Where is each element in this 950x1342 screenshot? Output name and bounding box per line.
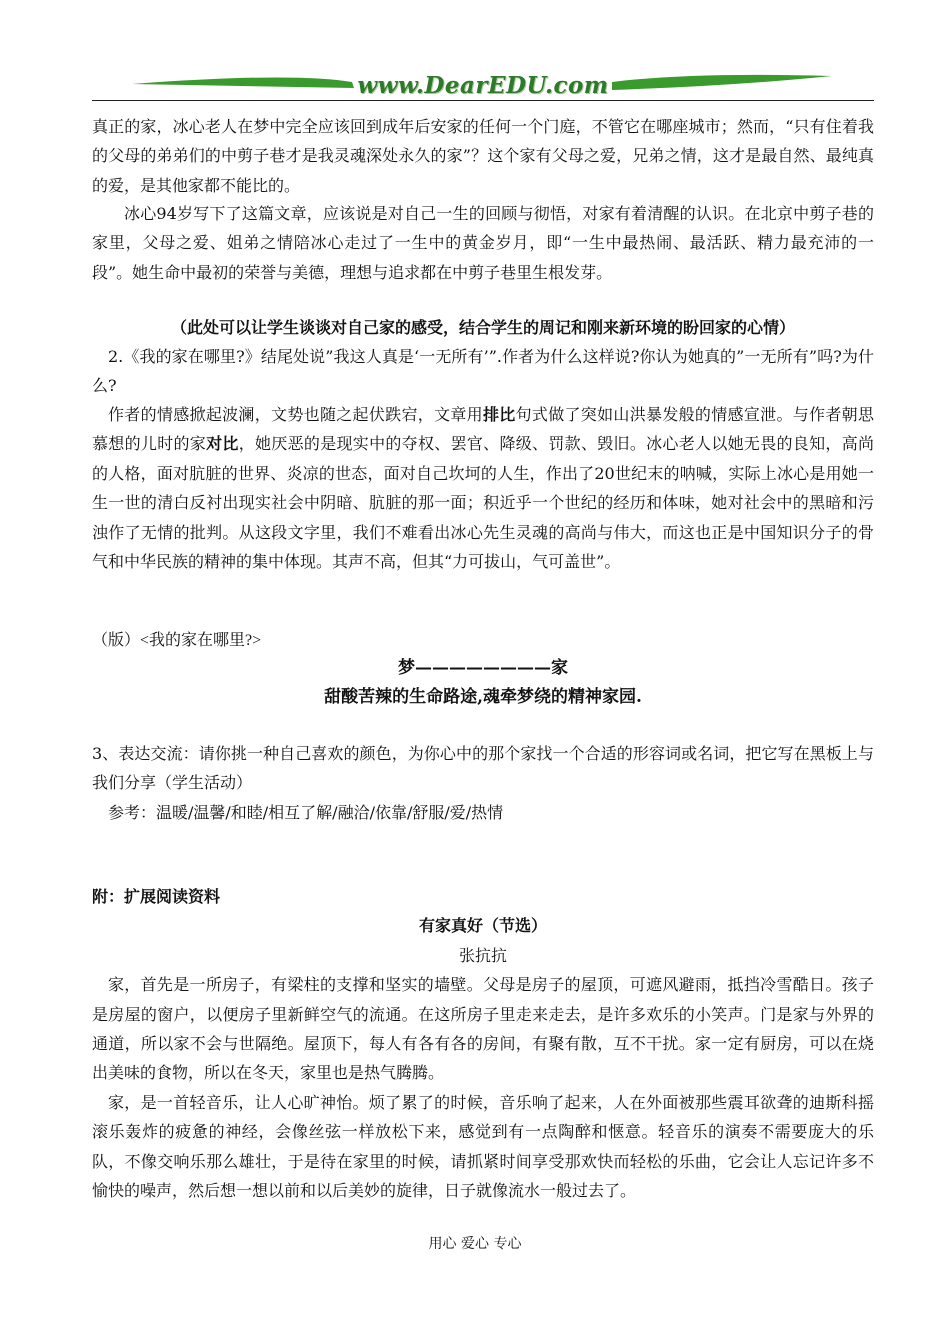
paragraph-2-block: [92, 199, 874, 287]
reading-author: 张抗抗: [458, 945, 507, 965]
paragraph-1: 真正的家，冰心老人在梦中完全应该回到成年后安家的任何一个门庭，不管它在哪座城市；然而，“只有住着我的父母的弟弟们的中剪子巷才是我灵魂深处永久的家”？这个家有父母之爱，兄弟之情，这才是最自然、最纯真的爱，是其他家都不能比的。: [92, 117, 874, 195]
site-url[interactable]: www.DearEDU.com: [357, 72, 609, 99]
blackboard-label: （版）<我的家在哪里?>: [92, 632, 262, 649]
paragraph-1-block: [92, 112, 874, 200]
appendix-block: [92, 882, 874, 1205]
reading-paragraph-2: 家，是一首轻音乐，让人心旷神怡。烦了累了的时候，音乐响了起来，人在外面被那些震耳欲聋的迪斯科摇滚乐轰炸的疲惫的神经，会像丝弦一样放松下来，感觉到有一点陶醉和惬意。轻音乐的演奏不需要庞大的乐队，不像交响乐那么雄壮，于是待在家里的时候，请抓紧时间享受那欢快而轻松的乐曲，它会让人忘记许多不愉快的噪声，然后想一想以前和以后美妙的旋律，日子就像流水一般过去了。: [92, 1092, 874, 1201]
reading-title: 有家真好（节选）: [418, 916, 547, 936]
answer-paragraph: [92, 400, 874, 576]
teacher-note-block: [92, 313, 874, 342]
answer-text-3: ，她厌恶的是现实中的夺权、罢官、降级、罚款、毁旧。冰心老人以她无畏的良知，高尚的人格，面对肮脏的世界、炎凉的世态，面对自己坎坷的人生，作出了20世纪末的呐喊，实际上冰心是用她一生一世的清白反衬出现实社会中阴暗、肮脏的那一面；积近乎一个世纪的经历和体味，她对社会中的黑暗和污浊作了无情的批判。从这段文字里，我们不难看出冰心先生灵魂的高尚与伟大，而这也正是中国知识分子的骨气和中华民族的精神的集中体现。其声不高，但其“力可拔山，气可盖世”。: [92, 434, 874, 572]
header-rule: [92, 100, 874, 101]
question-2: 2.《我的家在哪里?》结尾处说”我这人真是‘一无所有’”.作者为什么这样说?你认为她真的”一无所有”吗?为什么?: [92, 347, 874, 396]
paragraph-2: 冰心94岁写下了这篇文章，应该说是对自己一生的回顾与彻悟，对家有着清醒的认识。在北京中剪子巷的家里，父母之爱、姐弟之情陪冰心走过了一生中的黄金岁月，即“一生中最热闹、最活跃、精力最充沛的一段”。她生命中最初的荣誉与美德，理想与追求都在中剪子巷里生根发芽。: [92, 204, 874, 282]
blackboard-line-1: 梦————————家: [398, 658, 568, 678]
question-3-block: [92, 739, 874, 827]
reading-paragraph-1: 家，首先是一所房子，有梁柱的支撑和坚实的墙壁。父母是房子的屋顶，可遮风避雨，抵挡冷雪酷日。孩子是房屋的窗户，以便房子里新鲜空气的流通。在这所房子里走来走去，是许多欢乐的小笑声。门是家与外界的通道，所以家不会与世隔绝。屋顶下，每人有各有各的房间，有聚有散，互不干扰。家一定有厨房，可以在烧出美味的食物，所以在冬天，家里也是热气腾腾。: [92, 975, 874, 1083]
answer-text-2: 句式做了突如山洪暴发般的情感宣泄。与作者朝思慕想的儿时的家: [92, 405, 874, 454]
answer-emphasis-parallelism: 排比: [482, 405, 516, 424]
site-header-banner: [92, 68, 874, 102]
answer-block: [92, 400, 874, 576]
blackboard-design: [92, 654, 874, 713]
appendix-title: 附：扩展阅读资料: [92, 887, 221, 906]
reference-answers: 参考：温暖/温馨/和睦/相互了解/融洽/依靠/舒服/爱/热情: [108, 802, 504, 822]
question-3: 3、表达交流：请你挑一种自己喜欢的颜色，为你心中的那个家找一个合适的形容词或名词，把它写在黑板上与我们分享（学生活动）: [92, 744, 874, 793]
page-footer: 用心 爱心 专心: [428, 1236, 522, 1252]
answer-text-1: 作者的情感掀起波澜，文势也随之起伏跌宕，文章用: [108, 405, 483, 424]
blackboard-line-2: 甜酸苦辣的生命路途,魂牵梦绕的精神家园.: [324, 687, 642, 708]
teacher-note: （此处可以让学生谈谈对自己家的感受，结合学生的周记和刚来新环境的盼回家的心情）: [170, 318, 795, 337]
question-2-block: [92, 342, 874, 401]
answer-emphasis-contrast: 对比: [206, 434, 239, 454]
blackboard-label-block: [92, 626, 874, 655]
